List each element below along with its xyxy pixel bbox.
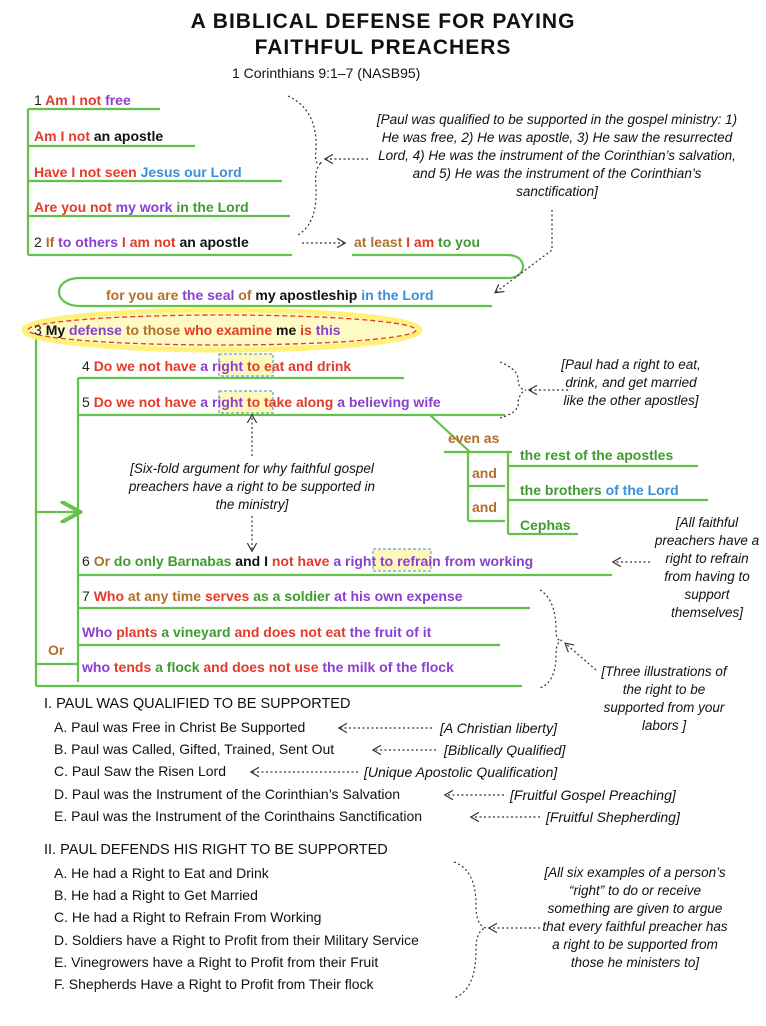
- outline-1-tag: [Biblically Qualified]: [444, 742, 566, 758]
- and-label-2: and: [472, 499, 497, 515]
- verse-1-line-4: Are you not my work in the Lord: [34, 199, 249, 215]
- rest-of-apostles: the rest of the apostles: [520, 447, 674, 463]
- outline-2-item: F. Shepherds Have a Right to Profit from Their flock: [54, 976, 374, 992]
- outline-2-item: A. He had a Right to Eat and Drink: [54, 865, 269, 881]
- outline-1-tag: [A Christian liberty]: [440, 720, 557, 736]
- outline-1-tag: [Unique Apostolic Qualification]: [364, 764, 558, 780]
- outline-1-heading: I. PAUL WAS QUALIFIED TO BE SUPPORTED: [44, 696, 351, 712]
- verse-5: 5 Do we not have a right to take along a believing wife: [82, 394, 441, 410]
- verse-2-line-1: 2 If to others I am not an apostle: [34, 234, 249, 250]
- outline-1-tag: [Fruitful Shepherding]: [546, 809, 680, 825]
- outline-2-item: C. He had a Right to Refrain From Working: [54, 909, 322, 925]
- brace-v45: [500, 362, 526, 418]
- brace-v1: [288, 96, 322, 236]
- verse-2-line-3: for you are the seal of my apostleship in the Lord: [106, 287, 434, 303]
- verse-2-line-2: at least I am to you: [354, 234, 481, 250]
- and-label-1: and: [472, 465, 497, 481]
- note-right-eat: [Paul had a right to eat, drink, and get married like the other apostles]: [561, 357, 701, 408]
- cephas: Cephas: [520, 517, 571, 533]
- verse-1-line-2: Am I not an apostle: [34, 128, 164, 144]
- scripture-reference: 1 Corinthians 9:1–7 (NASB95): [232, 65, 421, 81]
- brace-v7: [540, 590, 562, 688]
- note-three: [Three illustrations of the right to be supported from your labors ]: [601, 664, 727, 733]
- outline-1-tag: [Fruitful Gospel Preaching]: [510, 787, 676, 803]
- verse-3: 3 My defense to those who examine me is this: [34, 322, 341, 338]
- verse-1-line-1: 1 Am I not free: [34, 92, 131, 108]
- verse-1-line-3: Have I not seen Jesus our Lord: [34, 164, 242, 180]
- note-refrain: [All faithful preachers have a right to refrain from having to support themselves]: [654, 515, 760, 620]
- outline-2-item: E. Vinegrowers have a Right to Profit from their Fruit: [54, 954, 379, 970]
- note-qualified: [Paul was qualified to be supported in the gospel ministry: 1) He was free, 2) He was apostle, 3) He saw the resurrected Lord, 4) He was the instrument of the Corinthian’s salvation, and 5) He was the instrument of the Corinthian’s sanctification]: [376, 112, 738, 199]
- verse-4: 4 Do we not have a right to eat and drink: [82, 358, 352, 374]
- verse-7-line-2: Who plants a vineyard and does not eat the fruit of it: [82, 624, 432, 640]
- note-all-six: [All six examples of a person’s “right” to do or receive something are given to argue that every faithful preacher has a right to be supported from those he ministers to]: [542, 865, 728, 970]
- verse-6: 6 Or do only Barnabas and I not have a right to refrain from working: [82, 553, 534, 569]
- outline-1-item: C. Paul Saw the Risen Lord: [54, 763, 226, 779]
- brace-outline2: [454, 862, 486, 998]
- title-line-2: FAITHFUL PREACHERS: [254, 36, 512, 59]
- note-sixfold: [Six-fold argument for why faithful gospel preachers have a right to be supported in the ministry]: [128, 461, 376, 512]
- brothers-of-lord: the brothers of the Lord: [520, 482, 679, 498]
- outline-1-item: E. Paul was the Instrument of the Corinthains Sanctification: [54, 808, 423, 824]
- title-line-1: A BIBLICAL DEFENSE FOR PAYING: [190, 10, 576, 33]
- even-as-label: even as: [448, 430, 500, 446]
- outline-1-item: B. Paul was Called, Gifted, Trained, Sent Out: [54, 741, 335, 757]
- verse-7-line-3: who tends a flock and does not use the milk of the flock: [82, 659, 454, 675]
- or-label: Or: [48, 642, 65, 658]
- outline-2-item: D. Soldiers have a Right to Profit from their Military Service: [54, 932, 419, 948]
- outline-1-item: D. Paul was the Instrument of the Corinthian’s Salvation: [54, 786, 401, 802]
- outline-2-item: B. He had a Right to Get Married: [54, 887, 258, 903]
- outline-2-heading: II. PAUL DEFENDS HIS RIGHT TO BE SUPPORTED: [44, 842, 388, 858]
- verse-7-line-1: 7 Who at any time serves as a soldier at his own expense: [82, 588, 463, 604]
- outline-1-item: A. Paul was Free in Christ Be Supported: [54, 719, 306, 735]
